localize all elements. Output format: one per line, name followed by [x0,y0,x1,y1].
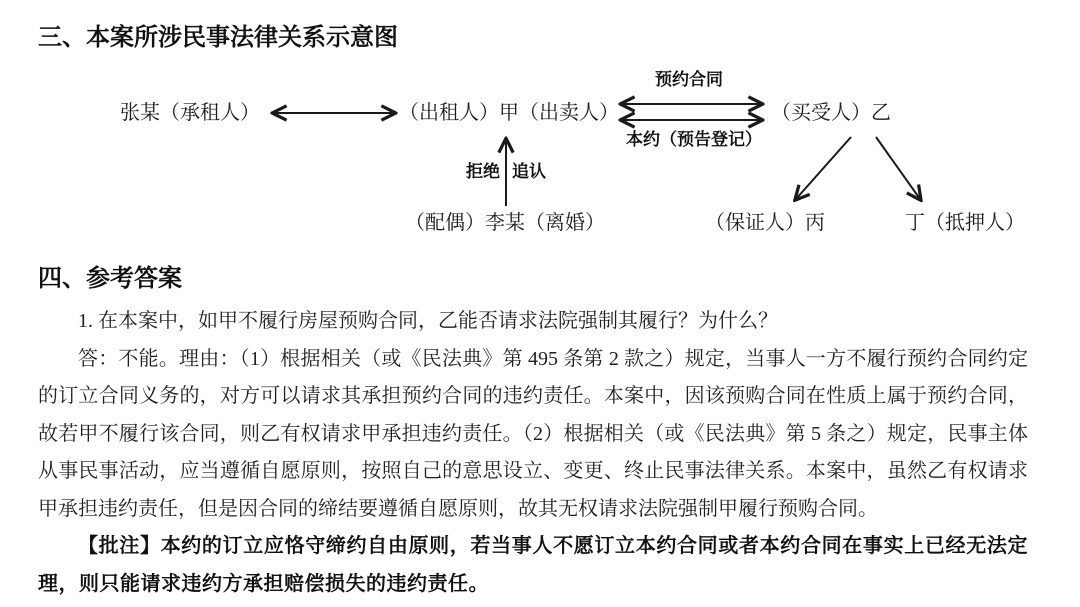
legal-relations-diagram [0,0,1080,260]
arrow-yi-ding [876,137,920,199]
question-line: 1. 在本案中，如甲不履行房屋预购合同，乙能否请求法院强制其履行？为什么？ [78,310,778,332]
node-bing-guarantor: （保证人）丙 [705,212,825,234]
node-ding-mortgagor: 丁（抵押人） [905,212,1025,234]
node-limou-spouse: （配偶）李某（离婚） [405,212,605,234]
annotation-paragraph: 【批注】本约的订立应恪守缔约自由原则，若当事人不愿订立本约合同或者本约合同在事实上已经无法定理，则只能请求违约方承担赔偿损失的违约责任。 [38,535,1028,595]
node-yi-buyer: （买受人）乙 [771,102,891,124]
node-zhang-lessee: 张某（承租人） [120,102,260,124]
section-title-diagram: 三、本案所涉民事法律关系示意图 [38,24,398,51]
node-jia-lessor-seller: （出租人）甲（出卖人） [399,102,619,124]
answer-text-block [38,303,1028,603]
label-refuse: 拒绝 [466,162,500,181]
label-preliminary-contract: 预约合同 [655,70,723,89]
label-main-contract-registration: 本约（预告登记） [626,130,762,149]
label-ratify: 追认 [512,162,546,181]
section-title-answer: 四、参考答案 [38,265,182,292]
arrow-yi-bing [796,137,851,199]
answer-paragraph: 答：不能。理由：（1）根据相关（或《民法典》第 495 条第 2 款之）规定，当事人一方不履行预约合同约定的订立合同义务的，对方可以请求其承担预约合同的违约责任。本案中，因该预购合同在性质上属于预约合同，故若甲不履行该合同，则乙有权请求甲承担违约责任。（2）根据相关（或《民法典》第 5 条之）规定，民事主体从事民事活动，应当遵循自愿原则，按照自己的意思设立、变更、终止民事法律关系。本案中，虽然乙有权请求甲承担违约责任，但是因合同的缔结要遵循自愿原则，故其无权请求法院强制甲履行预购合同。 [38,347,1028,520]
